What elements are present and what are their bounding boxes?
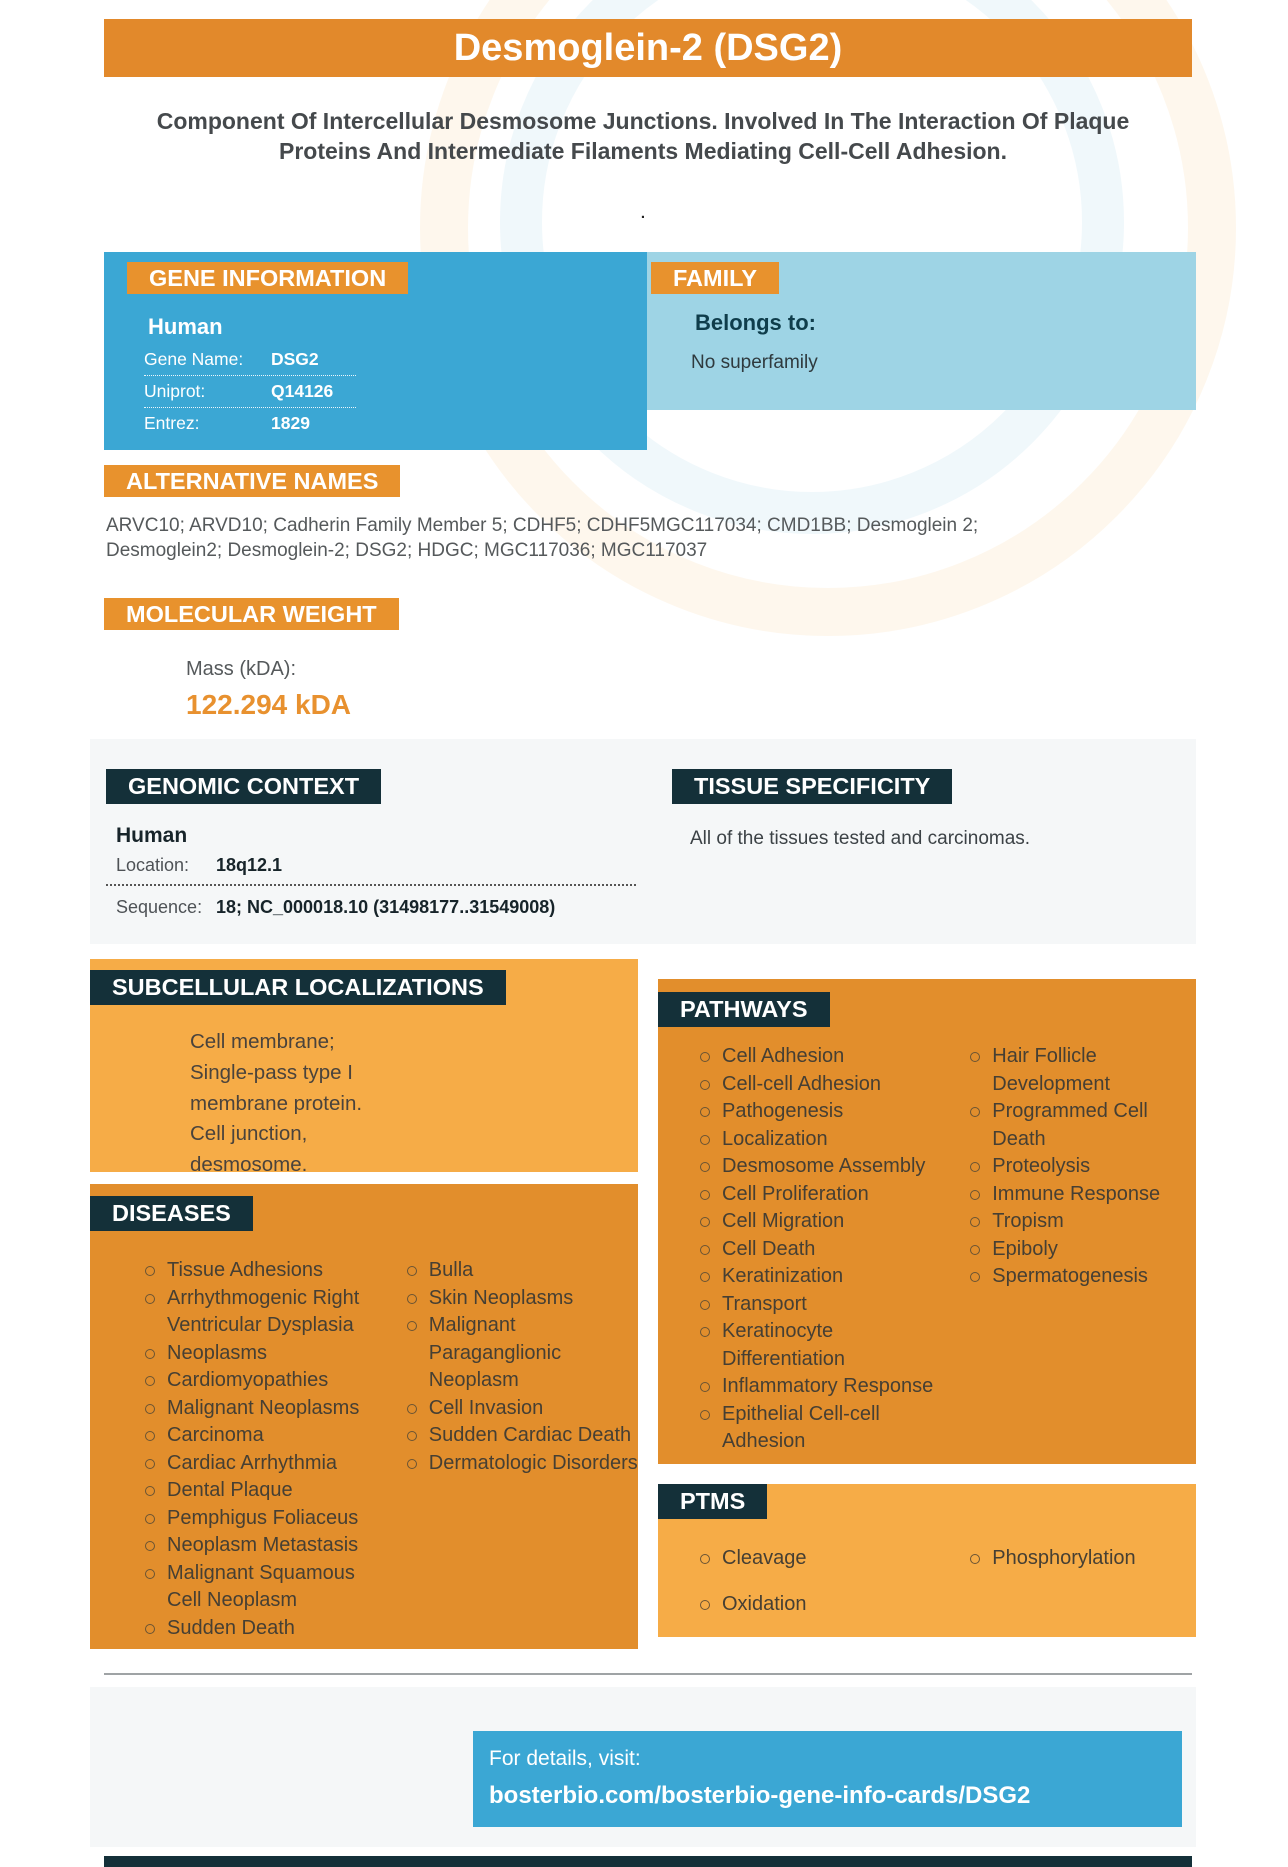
list-item <box>700 1208 938 1236</box>
list-item-label: Sudden Cardiac Death <box>428 1424 632 1447</box>
bullet-icon <box>145 1486 155 1496</box>
list-item <box>970 1545 1196 1573</box>
gene-name-value: DSG2 <box>271 348 319 369</box>
bullet-icon <box>407 1266 417 1276</box>
visit-url-link[interactable]: bosterbio.com/bosterbio-gene-info-cards/DSG2 <box>489 1782 1031 1810</box>
genomic-context-section <box>90 739 648 924</box>
right-column <box>658 959 1196 1637</box>
bullet-icon <box>970 1217 980 1227</box>
mass-label: Mass (kDA): <box>186 658 296 681</box>
family-value: No superfamily <box>691 351 818 373</box>
list-item <box>700 1291 938 1319</box>
list-item-label: Tropism <box>992 1210 1064 1233</box>
bullet-icon <box>700 1107 710 1117</box>
subcellular-localizations-heading: SUBCELLULAR LOCALIZATIONS <box>90 970 506 1005</box>
bullet-icon <box>970 1162 980 1172</box>
list-item-label: Malignant Squamous Cell Neoplasm <box>167 1561 355 1612</box>
list-item-label: Cell Proliferation <box>722 1182 869 1205</box>
list-item <box>970 1153 1196 1181</box>
list-item <box>970 1098 1196 1153</box>
visit-link-box <box>473 1731 1182 1827</box>
dotted-divider <box>106 884 636 886</box>
diseases-heading: DISEASES <box>90 1196 253 1231</box>
genomic-context-heading: GENOMIC CONTEXT <box>106 769 381 804</box>
page-title: Desmoglein-2 (DSG2) <box>453 27 843 69</box>
list-item <box>700 1263 938 1291</box>
subtitle: Component Of Intercellular Desmosome Junctions. Involved In The Interaction Of Plaque Proteins And Intermediate Filaments Mediating Cell-Cell Adhesion. <box>156 108 1130 164</box>
list-item <box>700 1126 938 1154</box>
tissue-specificity-section <box>672 739 1030 850</box>
list-item-label: Tissue Adhesions <box>167 1259 324 1282</box>
list-item-label: Cardiomyopathies <box>167 1369 329 1392</box>
genomic-context-species: Human <box>116 824 188 848</box>
list-item-label: Hair Follicle Development <box>992 1045 1111 1095</box>
list-item-label: Inflammatory Response <box>722 1375 934 1398</box>
bullet-icon <box>970 1190 980 1200</box>
bullet-icon <box>145 1294 155 1304</box>
list-item-label: Pathogenesis <box>722 1100 844 1123</box>
bullet-icon <box>700 1190 710 1200</box>
gene-name-row <box>144 344 356 376</box>
uniprot-row <box>144 376 356 408</box>
bullet-icon <box>970 1107 980 1117</box>
bullet-icon <box>700 1052 710 1062</box>
gene-information-heading: GENE INFORMATION <box>127 262 408 294</box>
list-item-label: Epiboly <box>992 1237 1058 1260</box>
alternative-names-text: ARVC10; ARVD10; Cadherin Family Member 5; CDHF5; CDHF5MGC117034; CMD1BB; Desmoglein 2; Desmoglein2; Desmoglein-2; DSG2; HDGC; MGC117036; MGC117037 <box>106 514 979 562</box>
gene-information-species: Human <box>148 313 223 339</box>
bottom-bar <box>104 1856 1192 1867</box>
bullet-icon <box>145 1431 155 1441</box>
list-item-label: Cell-cell Adhesion <box>722 1072 881 1095</box>
uniprot-label: Uniprot: <box>144 380 206 401</box>
bullet-icon <box>145 1514 155 1524</box>
bullet-icon <box>970 1245 980 1255</box>
list-item <box>700 1236 938 1264</box>
list-item <box>145 1477 362 1505</box>
list-item-label: Neoplasms <box>167 1341 268 1364</box>
list-item <box>145 1367 362 1395</box>
bullet-icon <box>407 1404 417 1414</box>
list-item-label: Neoplasm Metastasis <box>167 1534 359 1557</box>
diseases-section <box>90 1184 638 1649</box>
pathways-column-2 <box>970 1043 1196 1291</box>
list-item <box>700 1591 938 1619</box>
footer-panel <box>90 1687 1196 1847</box>
list-item-label: Immune Response <box>992 1182 1161 1205</box>
list-item <box>700 1401 938 1456</box>
list-item <box>700 1098 938 1126</box>
list-item <box>145 1532 362 1560</box>
list-item <box>970 1181 1196 1209</box>
gene-and-family-row <box>104 252 1196 450</box>
list-item-label: Keratinocyte Differentiation <box>722 1320 846 1370</box>
list-item-label: Malignant Neoplasms <box>167 1396 360 1419</box>
ptms-list <box>658 1545 1196 1636</box>
ptms-column-2 <box>970 1545 1196 1591</box>
alternative-names-section <box>90 450 1196 564</box>
bullet-icon <box>700 1272 710 1282</box>
list-item <box>145 1422 362 1450</box>
ptms-column-1 <box>700 1545 938 1636</box>
mass-value: 122.294 kDA <box>186 689 352 721</box>
bullet-icon <box>407 1294 417 1304</box>
list-item-label: Skin Neoplasms <box>428 1286 574 1309</box>
pathways-column-1 <box>700 1043 938 1456</box>
list-item-label: Bulla <box>428 1259 474 1282</box>
list-item <box>407 1257 638 1285</box>
belongs-to-label: Belongs to: <box>695 309 816 335</box>
location-label: Location: <box>116 855 190 876</box>
footer-divider <box>104 1673 1192 1675</box>
uniprot-value: Q14126 <box>271 380 334 401</box>
bullet-icon <box>970 1272 980 1282</box>
bullet-icon <box>700 1162 710 1172</box>
list-item-label: Phosphorylation <box>992 1547 1136 1570</box>
title-bar <box>104 19 1192 77</box>
list-item-label: Cardiac Arrhythmia <box>167 1451 338 1474</box>
list-item-label: Oxidation <box>722 1592 807 1615</box>
list-item-label: Pemphigus Foliaceus <box>167 1506 359 1529</box>
list-item <box>700 1545 938 1573</box>
list-item-label: Programmed Cell Death <box>992 1100 1148 1150</box>
bullet-icon <box>970 1052 980 1062</box>
gene-name-label: Gene Name: <box>144 348 244 369</box>
genomic-tissue-panel <box>90 739 1196 944</box>
list-item-label: Cell Adhesion <box>722 1045 845 1068</box>
separator-dot: . <box>640 204 646 222</box>
list-item <box>970 1263 1196 1291</box>
list-item <box>145 1285 362 1340</box>
bullet-icon <box>145 1376 155 1386</box>
list-item-label: Proteolysis <box>992 1155 1091 1178</box>
sequence-row <box>116 890 648 924</box>
list-item-label: Keratinization <box>722 1265 844 1288</box>
bullet-icon <box>700 1135 710 1145</box>
bullet-icon <box>700 1327 710 1337</box>
bullet-icon <box>700 1080 710 1090</box>
entrez-label: Entrez: <box>144 412 200 433</box>
list-item <box>700 1071 938 1099</box>
bullet-icon <box>407 1431 417 1441</box>
list-item-label: Epithelial Cell-cell Adhesion <box>722 1402 880 1453</box>
visit-label: For details, visit: <box>489 1747 641 1771</box>
family-heading: FAMILY <box>651 262 779 294</box>
list-item <box>970 1236 1196 1264</box>
tissue-specificity-text: All of the tissues tested and carcinomas. <box>690 828 1031 850</box>
list-item <box>145 1257 362 1285</box>
list-item <box>970 1208 1196 1236</box>
bullet-icon <box>700 1217 710 1227</box>
bullet-icon <box>145 1349 155 1359</box>
gene-information-section <box>104 252 647 450</box>
list-item-label: Sudden Death <box>167 1616 295 1639</box>
list-item <box>145 1505 362 1533</box>
list-item-label: Cell Death <box>722 1237 816 1260</box>
gene-info-card <box>90 0 1196 1867</box>
pathways-section <box>658 979 1196 1464</box>
list-item <box>970 1043 1196 1098</box>
list-item-label: Cell Migration <box>722 1210 845 1233</box>
list-item-label: Dental Plaque <box>167 1479 293 1502</box>
entrez-value: 1829 <box>271 412 310 433</box>
bullet-icon <box>700 1245 710 1255</box>
list-item <box>145 1340 362 1368</box>
bullet-icon <box>145 1404 155 1414</box>
ptms-heading: PTMS <box>658 1484 767 1519</box>
bullet-icon <box>970 1554 980 1564</box>
molecular-weight-section <box>90 564 1196 721</box>
bullet-icon <box>407 1321 417 1331</box>
list-item <box>700 1318 938 1373</box>
list-item <box>700 1153 938 1181</box>
location-value: 18q12.1 <box>216 855 283 876</box>
list-item-label: Arrhythmogenic Right Ventricular Dysplasia <box>167 1286 360 1337</box>
list-item <box>145 1560 362 1615</box>
bullet-icon <box>700 1410 710 1420</box>
diseases-column-2 <box>407 1257 638 1477</box>
list-item <box>145 1615 362 1643</box>
bullet-icon <box>145 1541 155 1551</box>
alternative-names-heading: ALTERNATIVE NAMES <box>104 465 400 497</box>
list-item-label: Dermatologic Disorders <box>428 1451 638 1474</box>
molecular-weight-heading: MOLECULAR WEIGHT <box>104 598 399 630</box>
list-item <box>407 1285 638 1313</box>
bullet-icon <box>145 1459 155 1469</box>
left-column <box>90 959 638 1649</box>
location-row <box>116 848 648 882</box>
bullet-icon <box>700 1300 710 1310</box>
bullet-icon <box>145 1569 155 1579</box>
family-section <box>647 252 1196 410</box>
list-item <box>700 1181 938 1209</box>
list-item-label: Cell Invasion <box>428 1396 544 1419</box>
list-item <box>700 1373 938 1401</box>
entrez-row <box>144 408 356 439</box>
list-item <box>407 1395 638 1423</box>
bullet-icon <box>145 1266 155 1276</box>
list-item-label: Transport <box>722 1292 807 1315</box>
list-item <box>145 1450 362 1478</box>
gene-information-rows <box>144 344 356 439</box>
diseases-list <box>90 1257 638 1642</box>
bullet-icon <box>700 1600 710 1610</box>
details-row <box>90 959 1196 1649</box>
tissue-specificity-heading: TISSUE SPECIFICITY <box>672 769 952 804</box>
list-item-label: Carcinoma <box>167 1424 264 1447</box>
subcellular-localizations-section <box>90 959 638 1177</box>
list-item <box>145 1395 362 1423</box>
list-item-label: Desmosome Assembly <box>722 1155 926 1178</box>
list-item-label: Malignant Paraganglionic Neoplasm <box>428 1314 562 1392</box>
list-item-label: Cleavage <box>722 1547 807 1570</box>
bullet-icon <box>407 1459 417 1469</box>
list-item-label: Spermatogenesis <box>992 1265 1148 1288</box>
list-item <box>407 1422 638 1450</box>
list-item <box>407 1450 638 1478</box>
sequence-value: 18; NC_000018.10 (31498177..31549008) <box>216 897 556 918</box>
diseases-column-1 <box>145 1257 362 1642</box>
list-item <box>700 1043 938 1071</box>
subcellular-localizations-text: Cell membrane; Single-pass type I membrane protein. Cell junction, desmosome. <box>190 1030 363 1177</box>
bullet-icon <box>700 1382 710 1392</box>
list-item-label: Localization <box>722 1127 828 1150</box>
sequence-label: Sequence: <box>116 897 203 918</box>
pathways-heading: PATHWAYS <box>658 992 830 1027</box>
list-item <box>407 1312 638 1395</box>
ptms-section <box>658 1484 1196 1637</box>
pathways-list <box>658 1043 1196 1456</box>
bullet-icon <box>700 1554 710 1564</box>
bullet-icon <box>145 1624 155 1634</box>
